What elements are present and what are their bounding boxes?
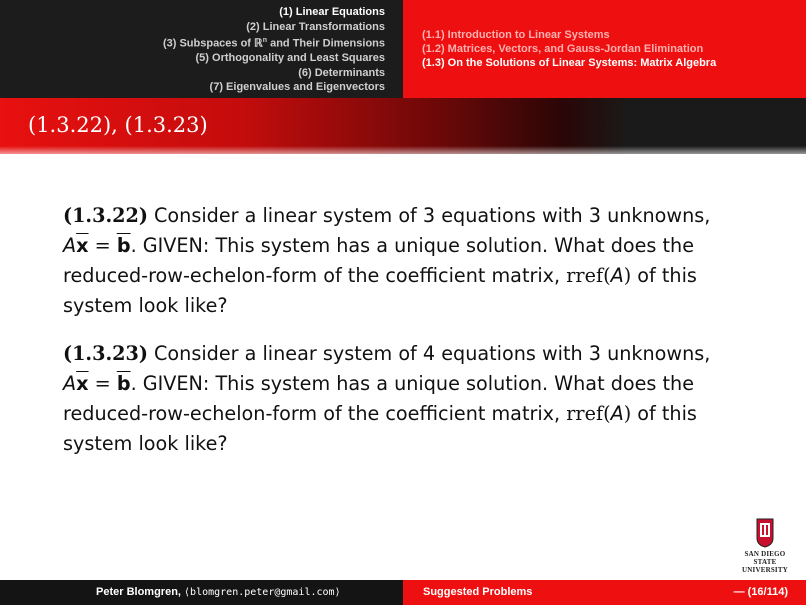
nav-section-7[interactable]: (7) Eigenvalues and Eigenvectors xyxy=(209,81,385,94)
logo-wordmark: SAN DIEGO STATE UNIVERSITY xyxy=(742,550,788,574)
nav-section-6[interactable]: (6) Determinants xyxy=(298,66,385,79)
sdsu-logo xyxy=(735,518,795,572)
sdsu-shield-icon xyxy=(755,518,775,548)
frame-title: (1.3.22), (1.3.23) xyxy=(28,113,208,137)
problem-number: (1.3.23) xyxy=(63,342,148,365)
footer-section xyxy=(403,580,806,605)
nav-subsection-1-2[interactable]: (1.2) Matrices, Vectors, and Gauss-Jordan Elimination xyxy=(422,43,704,56)
problem-number: (1.3.22) xyxy=(63,204,148,227)
nav-section-5[interactable]: (5) Orthogonality and Least Squares xyxy=(195,52,385,65)
problem-1-3-23: (1.3.23) Consider a linear system of 4 equations with 3 unknowns, $A\overline{x} = \overline{b}$. GIVEN: This system has a unique solution. What does the reduced-row-echelon-form of the coefficient matrix, rref(A) of this system look like? xyxy=(63,342,711,455)
nav-subsection-1-1[interactable]: (1.1) Introduction to Linear Systems xyxy=(422,29,610,41)
author-email[interactable]: ⟨blomgren.peter@gmail.com⟩ xyxy=(184,587,341,598)
title-bar-shadow xyxy=(0,146,806,154)
nav-subsection-1-3[interactable]: (1.3) On the Solutions of Linear Systems: Matrix Algebra xyxy=(422,57,717,70)
problem-1-3-22: (1.3.22) Consider a linear system of 3 equations with 3 unknowns, $A\overline{x} = \overline{b}$. GIVEN: This system has a unique solution. What does the reduced-row-echelon-form of the coefficient matrix, rref(A) of this system look like? xyxy=(63,204,711,317)
subsection-nav xyxy=(403,0,806,98)
section-nav xyxy=(0,0,403,98)
footer xyxy=(0,580,806,605)
slide-body xyxy=(63,201,763,477)
header xyxy=(0,0,806,98)
page-number: — (16/114) xyxy=(733,586,788,598)
footer-section-title[interactable]: Suggested Problems xyxy=(423,586,533,598)
nav-section-3[interactable]: (3) Subspaces of ℝ$^n$ and Their Dimensions xyxy=(162,37,385,50)
frame-title-bar xyxy=(0,98,806,154)
footer-author: Peter Blomgren, ⟨blomgren.peter@gmail.com⟩ xyxy=(0,580,403,605)
nav-section-2[interactable]: (2) Linear Transformations xyxy=(246,20,385,33)
nav-section-1[interactable]: (1) Linear Equations xyxy=(279,6,385,18)
